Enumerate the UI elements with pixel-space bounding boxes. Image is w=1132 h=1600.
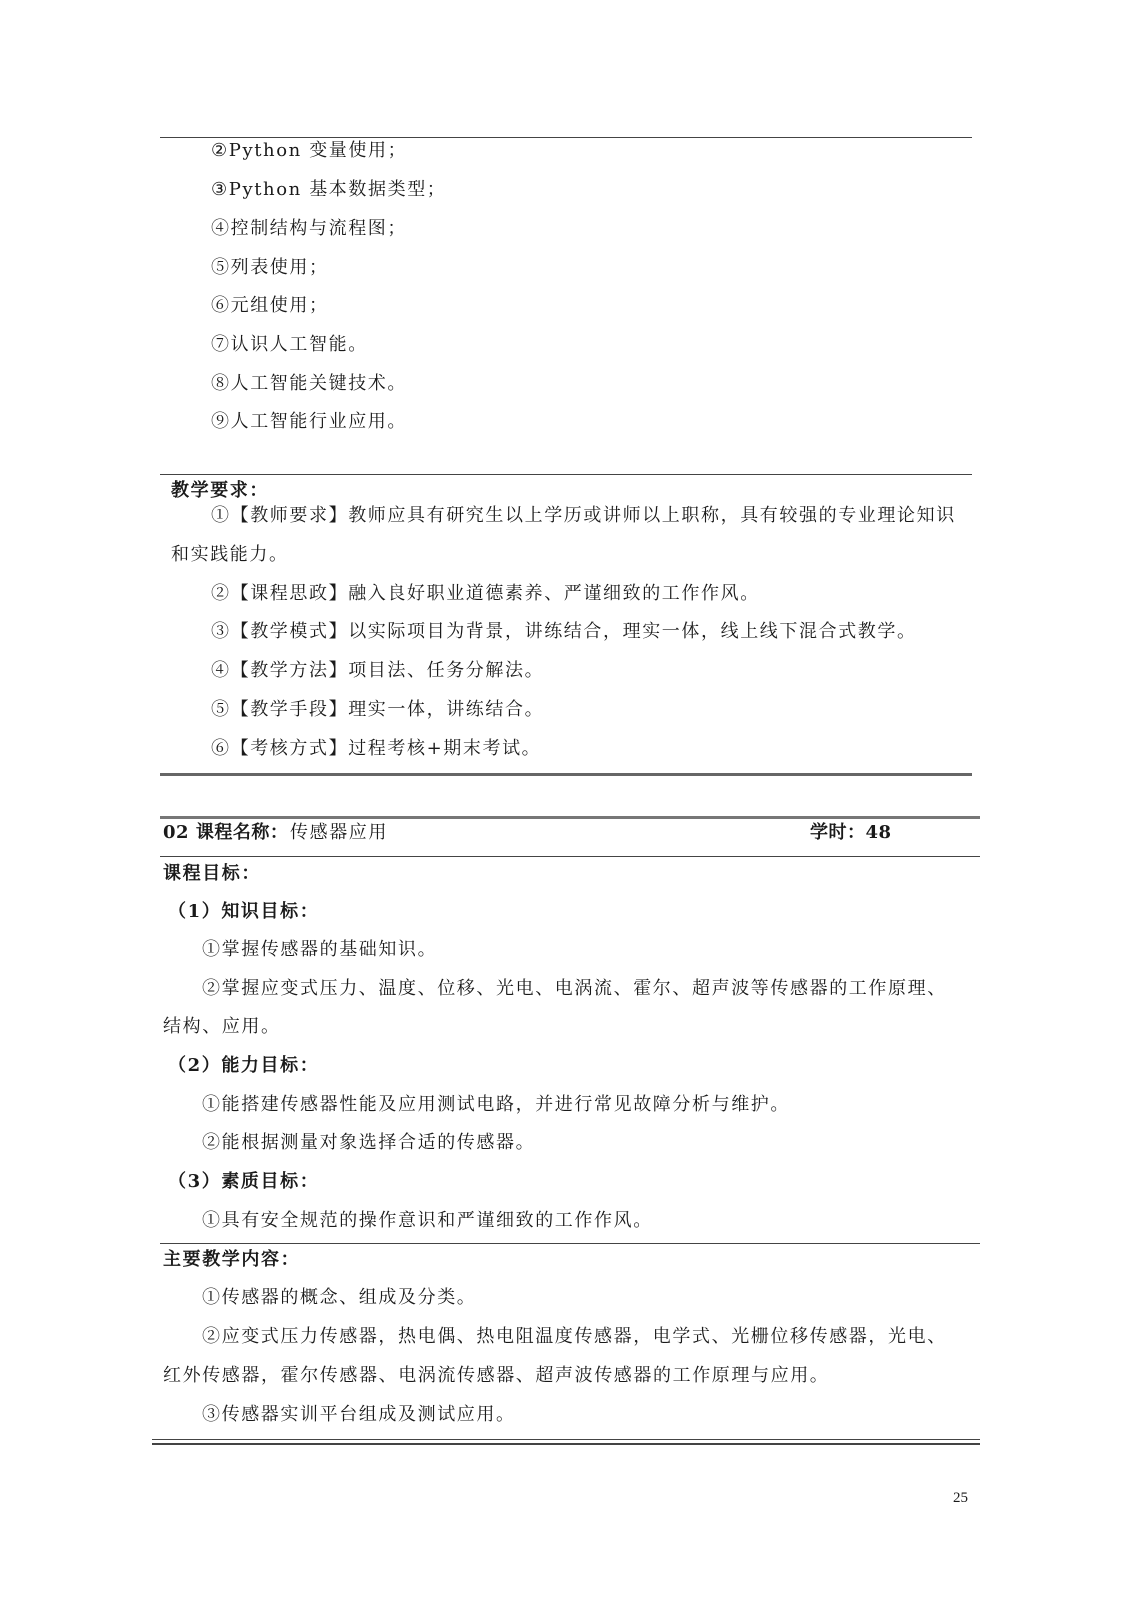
list-item: ⑤列表使用； xyxy=(211,257,329,278)
content-rule xyxy=(160,1243,980,1244)
page-number: 25 xyxy=(953,1490,968,1506)
requirements-heading: 教学要求： xyxy=(171,480,269,501)
ability-item: ②能根据测量对象选择合适的传感器。 xyxy=(202,1132,536,1153)
content-item: ①传感器的概念、组成及分类。 xyxy=(202,1287,477,1308)
requirement-item: 和实践能力。 xyxy=(171,544,289,565)
course-hours: 学时：48 xyxy=(810,822,892,843)
requirement-item: ⑥【考核方式】过程考核+期末考试。 xyxy=(211,738,542,759)
section-end-rule xyxy=(160,773,972,776)
knowledge-item: 结构、应用。 xyxy=(163,1016,281,1037)
requirement-item: ④【教学方法】项目法、任务分解法。 xyxy=(211,660,545,681)
list-item: ⑨人工智能行业应用。 xyxy=(211,411,407,432)
bottom-rule xyxy=(152,1443,980,1445)
list-item: ④控制结构与流程图； xyxy=(211,218,407,239)
requirement-item: ②【课程思政】融入良好职业道德素养、严谨细致的工作作风。 xyxy=(211,583,760,604)
content-item: 红外传感器，霍尔传感器、电涡流传感器、超声波传感器的工作原理与应用。 xyxy=(163,1365,830,1386)
ability-heading: （2）能力目标： xyxy=(168,1055,320,1076)
content-heading: 主要教学内容： xyxy=(163,1249,301,1270)
course-name-label: 02 课程名称： xyxy=(163,822,289,843)
knowledge-heading: （1）知识目标： xyxy=(168,901,320,922)
content-item: ②应变式压力传感器，热电偶、热电阻温度传感器，电学式、光栅位移传感器，光电、 xyxy=(202,1326,947,1347)
list-item: ⑦认识人工智能。 xyxy=(211,334,368,355)
requirement-item: ③【教学模式】以实际项目为背景，讲练结合，理实一体，线上线下混合式教学。 xyxy=(211,621,917,642)
list-item: ②Python 变量使用； xyxy=(211,140,408,161)
section-rule xyxy=(160,474,972,475)
list-item: ③Python 基本数据类型； xyxy=(211,179,447,200)
course-header-bottom-rule xyxy=(160,856,980,857)
goals-heading: 课程目标： xyxy=(163,863,261,884)
requirement-item: ⑤【教学手段】理实一体，讲练结合。 xyxy=(211,699,545,720)
course-name-value: 传感器应用 xyxy=(290,822,388,843)
course-header-top-rule xyxy=(160,816,980,819)
quality-heading: （3）素质目标： xyxy=(168,1171,320,1192)
list-item: ⑥元组使用； xyxy=(211,295,329,316)
requirement-item: ①【教师要求】教师应具有研究生以上学历或讲师以上职称，具有较强的专业理论知识 xyxy=(211,505,956,526)
bottom-rule xyxy=(152,1439,980,1440)
top-rule xyxy=(160,137,972,138)
quality-item: ①具有安全规范的操作意识和严谨细致的工作作风。 xyxy=(202,1210,653,1231)
knowledge-item: ①掌握传感器的基础知识。 xyxy=(202,939,438,960)
ability-item: ①能搭建传感器性能及应用测试电路，并进行常见故障分析与维护。 xyxy=(202,1094,790,1115)
list-item: ⑧人工智能关键技术。 xyxy=(211,373,407,394)
knowledge-item: ②掌握应变式压力、温度、位移、光电、电涡流、霍尔、超声波等传感器的工作原理、 xyxy=(202,978,947,999)
content-item: ③传感器实训平台组成及测试应用。 xyxy=(202,1404,516,1425)
